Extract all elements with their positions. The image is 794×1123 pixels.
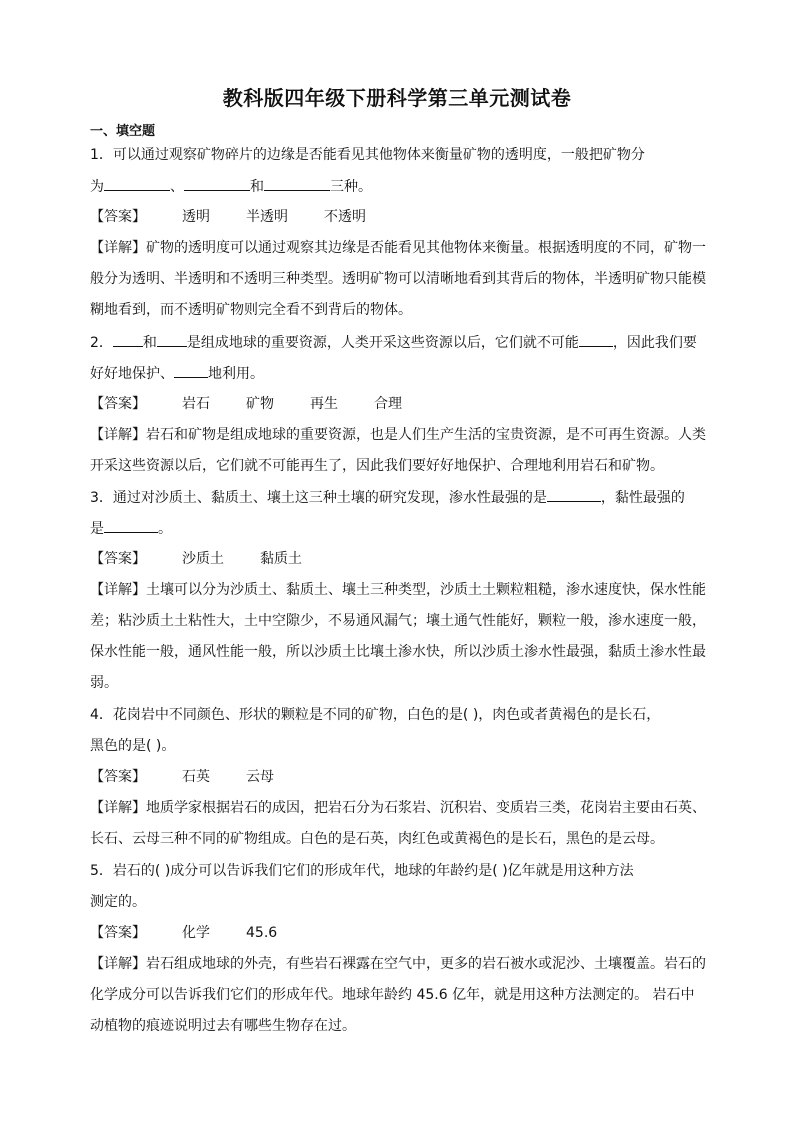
q3-line2-a: 是 (90, 521, 104, 537)
q2-answer-1: 岩石 (182, 396, 210, 412)
q5-detail-1 (90, 954, 706, 974)
q2-t2: 是组成地球的重要资源，人类开采这些资源以后，它们就不可能 (186, 335, 579, 351)
q1-sep-he: 和 (250, 179, 264, 195)
q5-detail-3: 动植物的痕迹说明过去有哪些生物存在过。 (90, 1018, 356, 1034)
q5-line2: 测定的。 (90, 894, 146, 910)
q3-detail-1 (90, 580, 706, 600)
q4-answer-2: 云母 (246, 769, 274, 785)
q5-answer (90, 923, 313, 943)
q1-answer-3: 不透明 (324, 209, 366, 225)
q2-blank-1[interactable] (113, 332, 143, 347)
answer-label: 【答案】 (90, 396, 146, 412)
q3-answer (90, 549, 338, 569)
detail-label: 【详解】 (90, 240, 146, 256)
q2-line2 (90, 363, 264, 384)
q4-line1: 4．花岗岩中不同颜色、形状的颗粒是不同的矿物，白色的是( )，肉色或者黄褐色的是长石， (90, 707, 661, 723)
q4-detail-1 (90, 798, 706, 818)
q3-line1-text: 3．通过对沙质土、黏质土、壤土这三种土壤的研究发现，渗水性最强的是 (90, 490, 547, 506)
q1-blank-2[interactable] (184, 176, 250, 191)
q3-line1 (90, 487, 685, 508)
q1-answer-2: 半透明 (246, 209, 288, 225)
q2-detail-2: 开采这些资源以后，它们就不可能再生了，因此我们要好好地保护、合理地利用岩石和矿物。 (90, 458, 664, 474)
q3-line1-end: ，黏性最强的 (600, 490, 685, 506)
q4-detail-text-1: 地质学家根据岩石的成因，把岩石分为石浆岩、沉积岩、变质岩三类，花岗岩主要由石英、 (146, 800, 706, 816)
q3-answer-2: 黏质土 (260, 551, 302, 567)
q3-detail-2: 差；粘沙质土土粘性大，土中空隙少，不易通风漏气；壤土通气性能好，颗粒一般，渗水速度一般， (90, 613, 706, 629)
q2-blank-4[interactable] (174, 363, 208, 378)
q3-detail-4: 弱。 (90, 675, 118, 691)
q3-blank-1[interactable] (547, 487, 601, 502)
q3-line2-end: 。 (158, 521, 172, 537)
q1-detail-3: 糊地看到，而不透明矿物则完全看不到背后的物体。 (90, 302, 412, 318)
q1-sep-dun: 、 (170, 179, 184, 195)
q1-line1: 1．可以通过观察矿物碎片的边缘是否能看见其他物体来衡量矿物的透明度，一般把矿物分 (90, 147, 645, 163)
q4-line2: 黑色的是( )。 (90, 738, 176, 754)
q3-detail-text-1: 土壤可以分为沙质土、黏质土、壤土三种类型，沙质土土颗粒粗糙，渗水速度快，保水性能 (146, 582, 706, 598)
q1-answer-1: 透明 (182, 209, 210, 225)
q5-detail-text-1: 岩石组成地球的外壳，有些岩石裸露在空气中，更多的岩石被水或泥沙、土壤覆盖。岩石的 (146, 956, 706, 972)
detail-label: 【详解】 (90, 956, 146, 972)
q2-answer (90, 394, 438, 414)
q4-answer (90, 767, 310, 787)
answer-label: 【答案】 (90, 925, 146, 941)
q2-blank-3[interactable] (579, 332, 613, 347)
q3-blank-2[interactable] (104, 518, 158, 533)
q2-t3: ，因此我们要 (612, 335, 697, 351)
answer-label: 【答案】 (90, 551, 146, 567)
q1-detail-text-1: 矿物的透明度可以通过观察其边缘是否能看见其他物体来衡量。根据透明度的不同，矿物一 (146, 240, 706, 256)
q1-line2-end: 三种。 (330, 179, 372, 195)
q2-answer-2: 矿物 (246, 396, 274, 412)
q5-line1: 5．岩石的( )成分可以告诉我们它们的形成年代，地球的年龄约是( )亿年就是用这种方法 (90, 863, 634, 879)
q2-num: 2． (90, 335, 113, 351)
q1-line2-prefix: 为 (90, 179, 104, 195)
q5-answer-2: 45.6 (246, 925, 278, 941)
q5-answer-1: 化学 (182, 925, 210, 941)
q2-detail-1 (90, 425, 706, 445)
q3-line2 (90, 518, 172, 539)
q4-answer-1: 石英 (182, 769, 210, 785)
q1-answer (90, 207, 402, 227)
q2-blank-2[interactable] (157, 332, 187, 347)
q2-line2-b: 地利用。 (208, 366, 264, 382)
q3-answer-1: 沙质土 (182, 551, 224, 567)
q4-detail-2: 长石、云母三种不同的矿物组成。白色的是石英，肉红色或黄褐色的是长石，黑色的是云母。 (90, 831, 664, 847)
q2-line2-a: 好好地保护、 (90, 366, 174, 382)
q1-detail-2: 般分为透明、半透明和不透明三种类型。透明矿物可以清晰地看到其背后的物体，半透明矿物只能模 (90, 271, 706, 287)
q2-answer-3: 再生 (310, 396, 338, 412)
section-heading: 一、填空题 (90, 124, 156, 139)
q5-detail-2: 化学成分可以告诉我们它们的形成年代。地球年龄约 45.6 亿年，就是用这种方法测定的。 岩石中 (90, 987, 695, 1003)
detail-label: 【详解】 (90, 427, 146, 443)
q2-answer-4: 合理 (374, 396, 402, 412)
q1-line2 (90, 176, 372, 197)
page-title: 教科版四年级下册科学第三单元测试卷 (222, 86, 572, 110)
q1-blank-3[interactable] (264, 176, 330, 191)
q2-line1 (90, 332, 697, 353)
q3-detail-3: 保水性能一般，通风性能一般，所以沙质土比壤土渗水快，所以沙质土渗水性最强，黏质土渗水性最 (90, 644, 706, 660)
q1-blank-1[interactable] (104, 176, 170, 191)
q2-t1: 和 (142, 335, 157, 351)
q1-detail-1 (90, 238, 706, 258)
q2-detail-text-1: 岩石和矿物是组成地球的重要资源，也是人们生产生活的宝贵资源，是不可再生资源。人类 (146, 427, 706, 443)
answer-label: 【答案】 (90, 209, 146, 225)
detail-label: 【详解】 (90, 582, 146, 598)
answer-label: 【答案】 (90, 769, 146, 785)
detail-label: 【详解】 (90, 800, 146, 816)
